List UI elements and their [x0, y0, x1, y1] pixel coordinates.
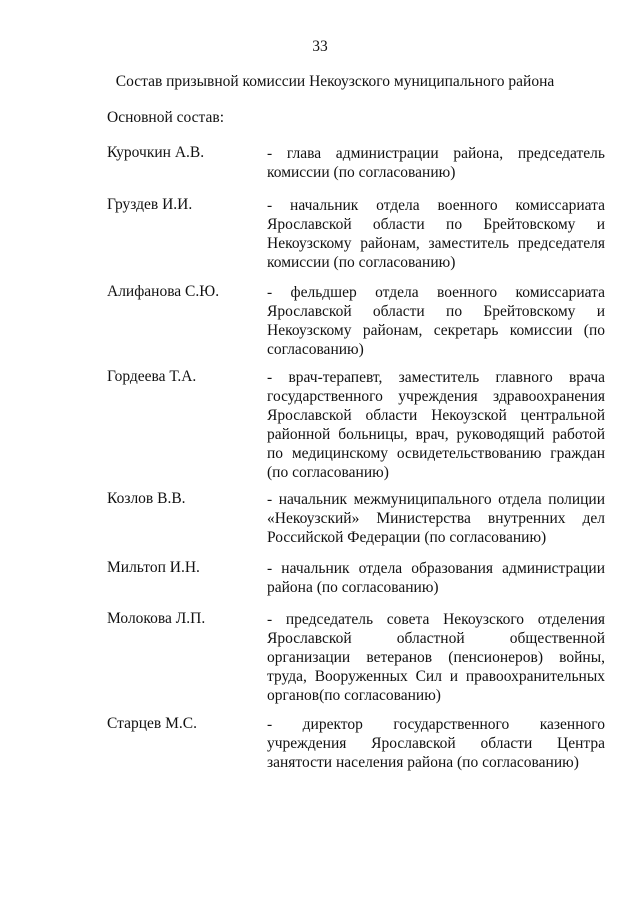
member-role: - глава администрации района, председатель комиссии (по согласованию)	[267, 145, 605, 181]
member-role: - начальник межмуниципального отдела полиции «Некоузский» Министерства внутренних дел Российской Федерации (по согласованию)	[267, 491, 605, 546]
member-name: Груздев И.И.	[107, 196, 193, 213]
member-name: Курочкин А.В.	[107, 144, 205, 161]
member-name: Молокова Л.П.	[107, 610, 206, 627]
member-role: - врач-терапевт, заместитель главного врача государственного учреждения здравоохранения Ярославской области Некоузской центральной районной больницы, врач, руководящий работой по медицинскому освидетельствованию граждан (по согласованию)	[267, 369, 605, 481]
member-name: Гордеева Т.А.	[107, 368, 197, 385]
member-role: - председатель совета Некоузского отделения Ярославской областной общественной организации ветеранов (пенсионеров) войны, труда, Вооруженных Сил и правоохранительных органов(по согласованию)	[267, 611, 605, 704]
member-role: - директор государственного казенного учреждения Ярославской области Центра занятости населения района (по согласованию)	[267, 716, 605, 771]
member-role: - начальник отдела военного комиссариата Ярославской области по Брейтовскому и Некоузскому районам, заместитель председателя комиссии (по согласованию)	[267, 197, 605, 271]
member-role: - начальник отдела образования администрации района (по согласованию)	[267, 560, 605, 596]
member-role: - фельдшер отдела военного комиссариата Ярославской области по Брейтовскому и Некоузскому районам, секретарь комиссии (по согласованию)	[267, 284, 605, 358]
member-name: Старцев М.С.	[107, 715, 197, 732]
member-name: Мильтоп И.Н.	[107, 559, 200, 576]
page-title: Состав призывной комиссии Некоузского муниципального района	[115, 73, 555, 90]
section-heading: Основной состав:	[107, 109, 225, 126]
member-name: Алифанова С.Ю.	[107, 283, 220, 300]
member-name: Козлов В.В.	[107, 490, 186, 507]
page-number: 33	[312, 38, 328, 55]
